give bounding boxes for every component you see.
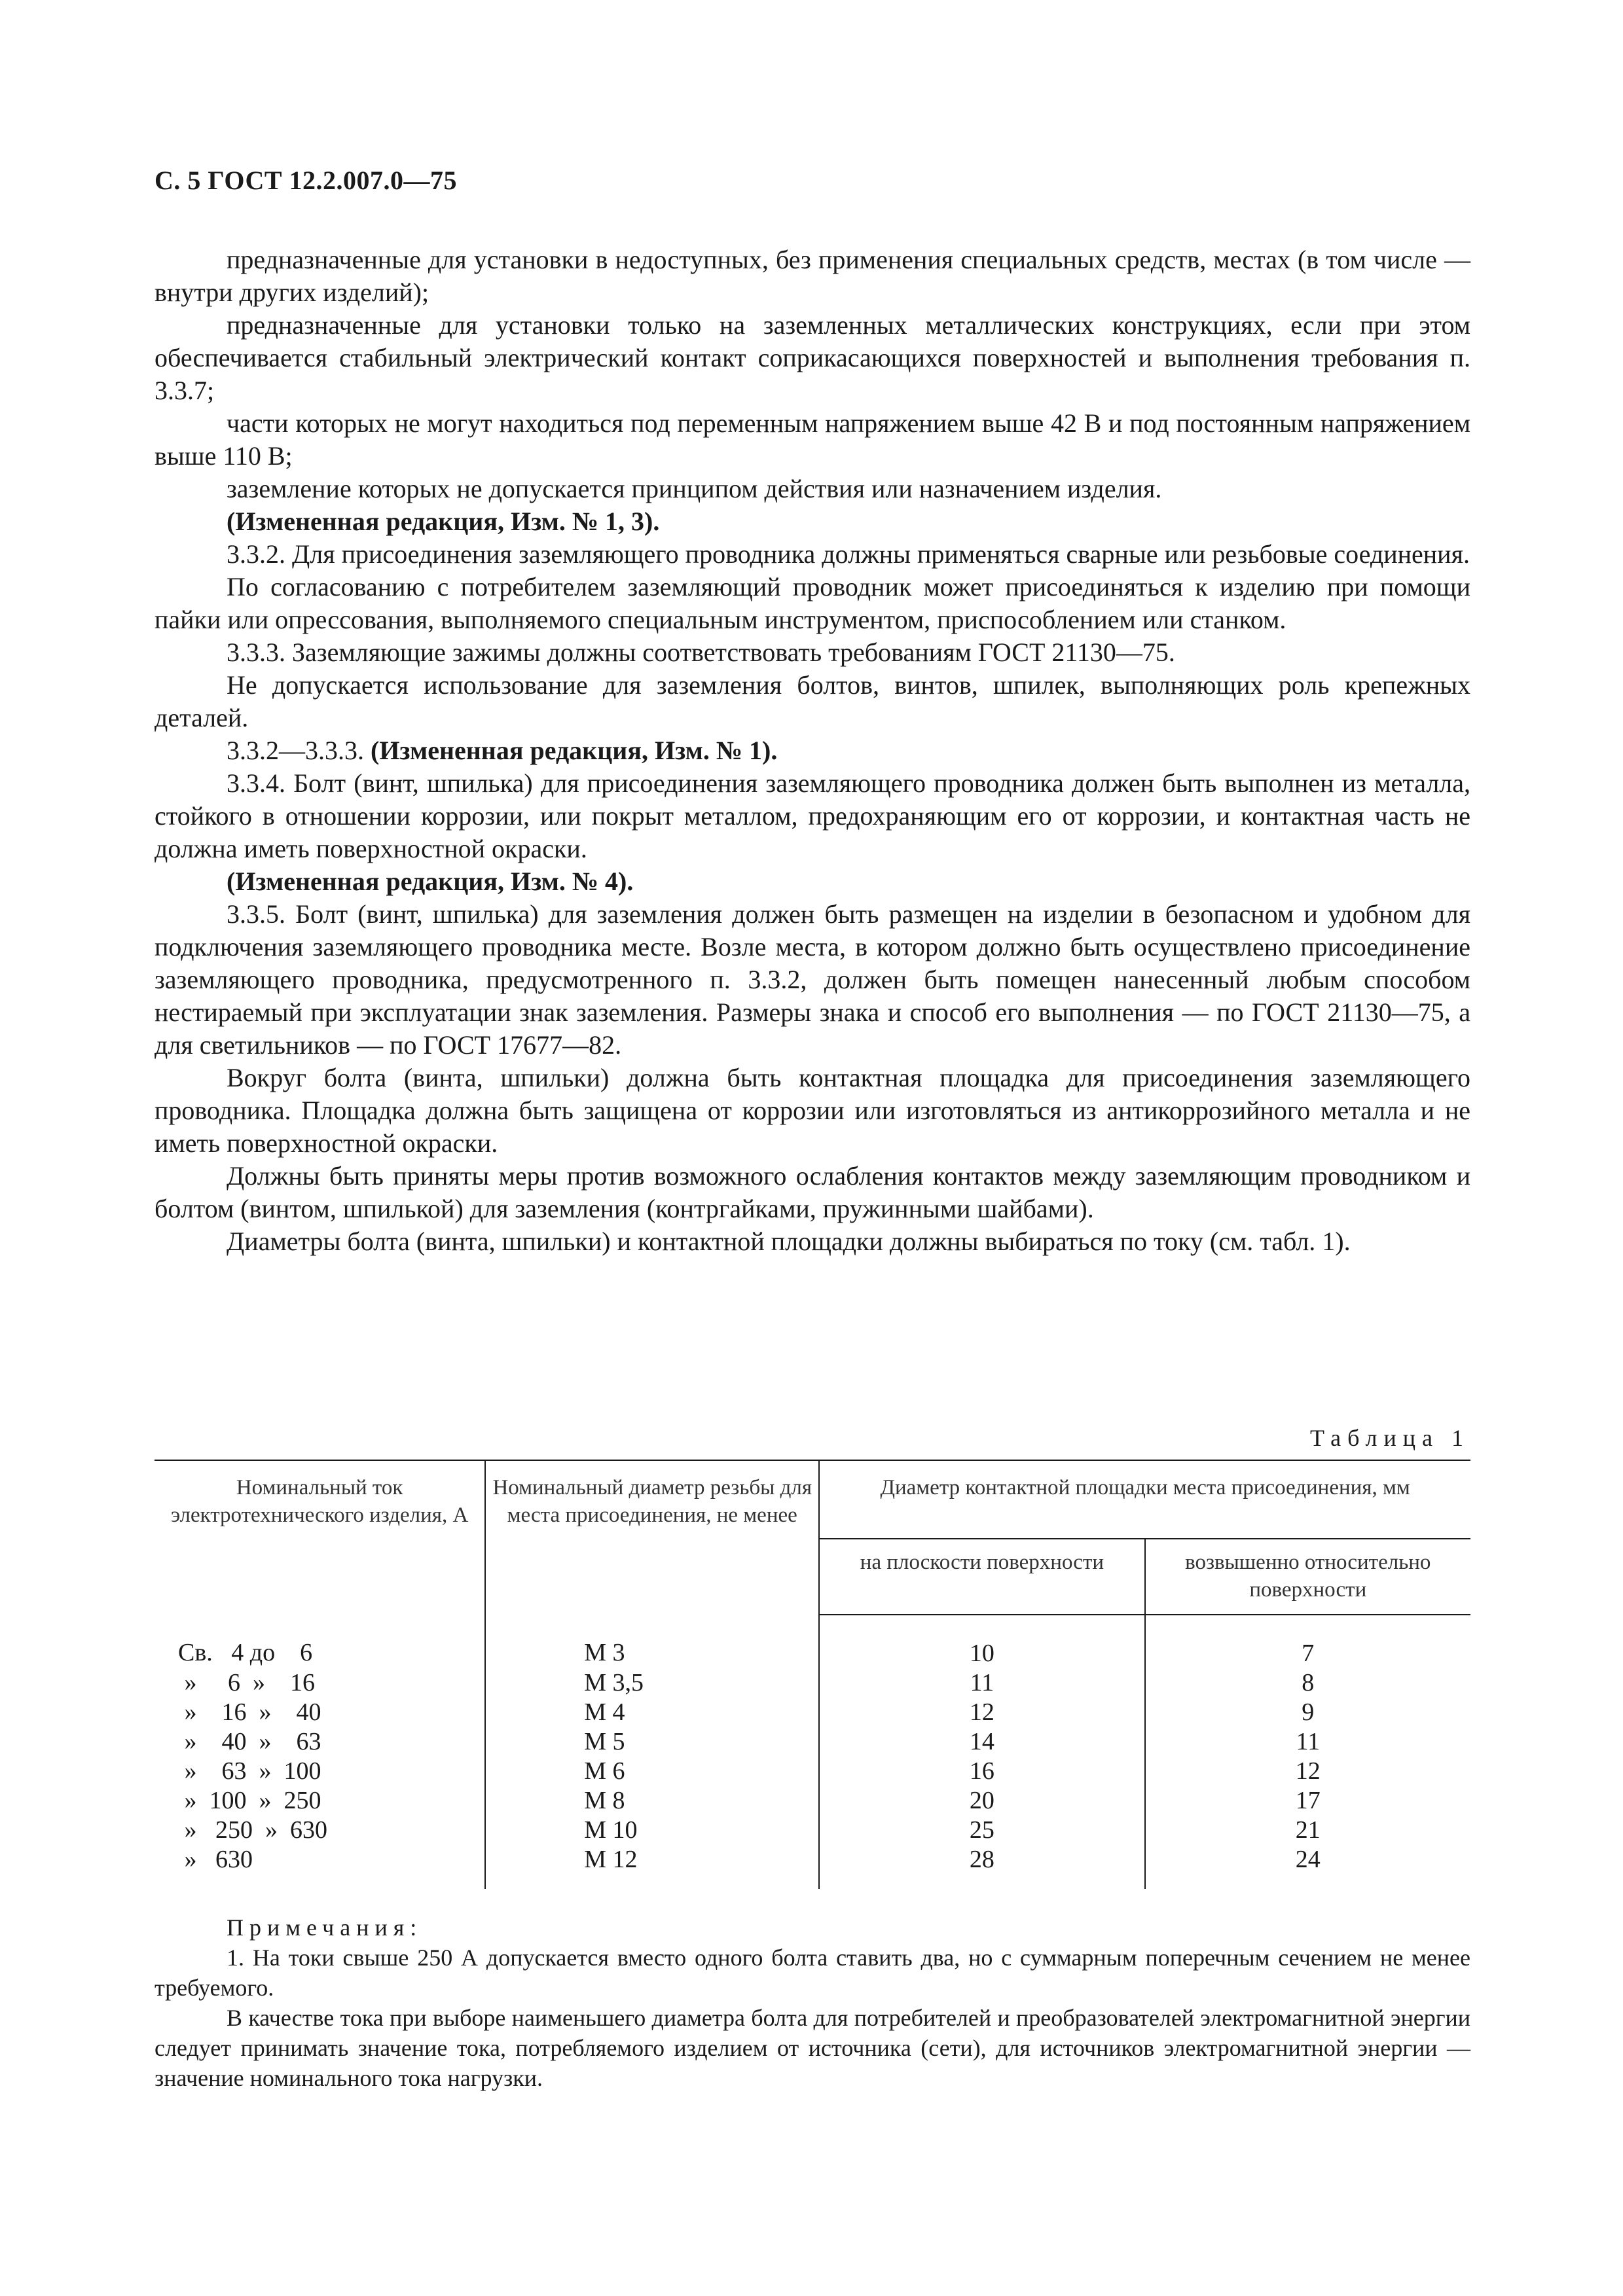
cell-pad-flat: 10 [819, 1615, 1144, 1668]
cell-current: » 250 » 630 [155, 1816, 485, 1845]
bolt-diameter-table [155, 1460, 1470, 1889]
header-pad-raised: возвышенно относительно поверхности [1145, 1539, 1470, 1615]
cell-pad-flat: 11 [819, 1668, 1144, 1698]
cell-pad-raised: 12 [1295, 1757, 1321, 1785]
paragraph: Диаметры болта (винта, шпильки) и контактной площадки должны выбираться по току (см. табл. 1). [227, 1227, 1351, 1256]
cell-pad-raised: 17 [1295, 1787, 1321, 1814]
cell-thread: М 4 [485, 1698, 819, 1727]
table-row [155, 1727, 1470, 1757]
note-item: 1. На токи свыше 250 А допускается вместо одного болта ставить два, но с суммарным поперечным сечением не менее требуемого. [155, 1945, 1470, 2001]
cell-pad-flat: 14 [819, 1727, 1144, 1757]
table-row [155, 1845, 1470, 1889]
cell-pad-raised: 24 [1295, 1846, 1321, 1873]
header-current: Номинальный ток электротехнического изделия, А [155, 1460, 485, 1615]
paragraph: Должны быть приняты меры против возможного ослабления контактов между заземляющим проводником и болтом (винтом, шпилькой) для заземления (контргайками, пружинными шайбами). [155, 1161, 1470, 1223]
paragraph: Не допускается использование для заземления болтов, винтов, шпилек, выполняющих роль крепежных деталей. [155, 670, 1470, 732]
cell-pad-flat: 28 [819, 1845, 1144, 1889]
note-item: В качестве тока при выборе наименьшего диаметра болта для потребителей и преобразователей электромагнитной энергии следует принимать значение тока, потребляемого изделием от источника (сети), для источников электромагнитной энергии — значение номинального тока нагрузки. [155, 2005, 1470, 2091]
amendment-note: (Измененная редакция, Изм. № 1, 3). [227, 507, 660, 536]
table-notes [155, 1912, 1470, 2093]
paragraph: По согласованию с потребителем заземляющий проводник может присоединяться к изделию при помощи пайки или опрессования, выполняемого специальным инструментом, приспособлением или станком. [155, 572, 1470, 634]
cell-thread: М 12 [485, 1845, 819, 1889]
amendment-bold: (Измененная редакция, Изм. № 1). [371, 736, 778, 765]
cell-thread: М 6 [485, 1757, 819, 1786]
cell-pad-flat: 16 [819, 1757, 1144, 1786]
cell-thread: М 3,5 [485, 1668, 819, 1698]
header-pad-flat: на плоскости поверхности [819, 1539, 1144, 1615]
table-row [155, 1615, 1470, 1668]
cell-thread: М 8 [485, 1786, 819, 1816]
cell-current: » 6 » 16 [155, 1668, 485, 1698]
page-header: С. 5 ГОСТ 12.2.007.0—75 [155, 166, 458, 195]
paragraph: предназначенные для установки в недоступных, без применения специальных средств, местах (в том числе — внутри других изделий); [155, 245, 1470, 307]
amendment-note: (Измененная редакция, Изм. № 4). [227, 867, 634, 896]
paragraph: 3.3.4. Болт (винт, шпилька) для присоединения заземляющего проводника должен быть выполнен из металла, стойкого в отношении коррозии, или покрыт металлом, предохраняющим его от коррозии, и контактная часть не должна иметь поверхностной окраски. [155, 768, 1470, 863]
cell-current: » 630 [155, 1845, 485, 1889]
amendment-note [155, 734, 1470, 767]
cell-current: » 100 » 250 [155, 1786, 485, 1816]
cell-current: » 40 » 63 [155, 1727, 485, 1757]
cell-pad-raised: 11 [1296, 1728, 1321, 1755]
cell-pad-flat: 12 [819, 1698, 1144, 1727]
amendment-prefix: 3.3.2—3.3.3. [227, 736, 371, 765]
paragraph: 3.3.5. Болт (винт, шпилька) для заземления должен быть размещен на изделии в безопасном и удобном для подключения заземляющего проводника месте. Возле места, в котором должно быть осуществлено присоединение заземляющего проводника, предусмотренного п. 3.3.2, должен быть помещен нанесенный любым способом нестираемый при эксплуатации знак заземления. Размеры знака и способ его выполнения — по ГОСТ 21130—75, а для светильников — по ГОСТ 17677—82. [155, 899, 1470, 1060]
table-caption: Таблица 1 [1310, 1425, 1470, 1451]
cell-pad-raised: 8 [1302, 1669, 1315, 1696]
cell-thread: М 3 [485, 1615, 819, 1668]
cell-pad-raised: 9 [1302, 1698, 1315, 1726]
header-pad-group: Диаметр контактной площадки места присоединения, мм [819, 1460, 1470, 1539]
cell-pad-raised: 7 [1302, 1640, 1315, 1667]
notes-title: Примечания: [227, 1914, 423, 1941]
paragraph: Вокруг болта (винта, шпильки) должна быть контактная площадка для присоединения заземляющего проводника. Площадка должна быть защищена от коррозии или изготовляться из антикоррозийного металла и не иметь поверхностной окраски. [155, 1063, 1470, 1158]
paragraph: 3.3.2. Для присоединения заземляющего проводника должны применяться сварные или резьбовые соединения. [227, 539, 1470, 569]
cell-current: Св. 4 до 6 [155, 1615, 485, 1668]
table-row [155, 1786, 1470, 1816]
table-row [155, 1698, 1470, 1727]
cell-pad-raised: 21 [1295, 1816, 1321, 1844]
cell-current: » 63 » 100 [155, 1757, 485, 1786]
cell-pad-flat: 25 [819, 1816, 1144, 1845]
paragraph: части которых не могут находиться под переменным напряжением выше 42 В и под постоянным напряжением выше 110 В; [155, 408, 1470, 471]
table-row [155, 1668, 1470, 1698]
paragraph: предназначенные для установки только на заземленных металлических конструкциях, если при этом обеспечивается стабильный электрический контакт соприкасающихся поверхностей и выполнения требования п. 3.3.7; [155, 310, 1470, 405]
paragraph: 3.3.3. Заземляющие зажимы должны соответствовать требованиям ГОСТ 21130—75. [227, 637, 1175, 667]
table-row [155, 1757, 1470, 1786]
cell-thread: М 10 [485, 1816, 819, 1845]
body-text [155, 243, 1470, 1258]
table-row [155, 1816, 1470, 1845]
paragraph: заземление которых не допускается принципом действия или назначением изделия. [227, 474, 1162, 503]
cell-thread: М 5 [485, 1727, 819, 1757]
cell-current: » 16 » 40 [155, 1698, 485, 1727]
header-thread: Номинальный диаметр резьбы для места присоединения, не менее [485, 1460, 819, 1615]
cell-pad-flat: 20 [819, 1786, 1144, 1816]
